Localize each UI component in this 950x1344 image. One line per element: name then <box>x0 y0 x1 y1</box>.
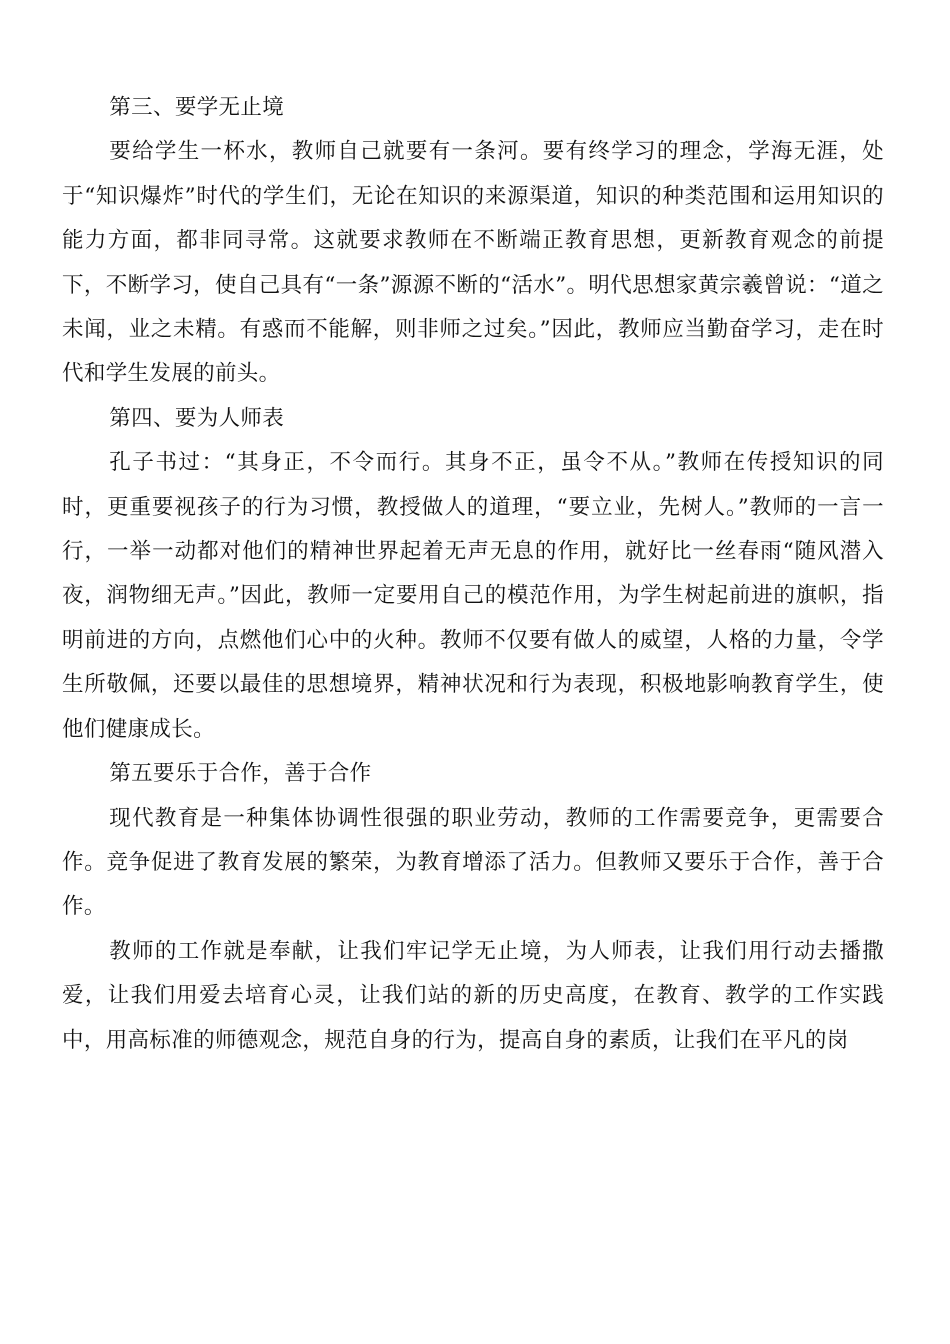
paragraph-cooperation: 现代教育是一种集体协调性很强的职业劳动，教师的工作需要竞争，更需要合作。竞争促进了教育发展的繁荣，为教育增添了活力。但教师又要乐于合作，善于合作。 <box>62 805 884 920</box>
paragraph-role-model: 孔子书过：“其身正，不令而行。其身不正，虽令不从。”教师在传授知识的同时，更重要视孩子的行为习惯，教授做人的道理，“要立业，先树人。”教师的一言一行，一举一动都对他们的精神世界起着无声无息的作用，就好比一丝春雨“随风潜入夜，润物细无声。”因此，教师一定要用自己的模范作用，为学生树起前进的旗帜，指明前进的方向，点燃他们心中的火种。教师不仅要有做人的威望，人格的力量，令学生所敬佩，还要以最佳的思想境界，精神状况和行为表现，积极地影响教育学生，使他们健康成长。 <box>62 450 884 742</box>
section-heading-cooperation: 第五要乐于合作，善于合作 <box>109 761 372 787</box>
paragraph-learning: 要给学生一杯水，教师自己就要有一条河。要有终学习的理念，学海无涯，处于“知识爆炸”时代的学生们，无论在知识的来源渠道，知识的种类范围和运用知识的能力方面，都非同寻常。这就要求教师在不断端正教育思想，更新教育观念的前提下，不断学习，使自己具有“一条”源源不断的“活水”。明代思想家黄宗羲曾说：“道之未闻，业之未精。有惑而不能解，则非师之过矣。”因此，教师应当勤奋学习，走在时代和学生发展的前头。 <box>62 139 884 387</box>
document-page <box>62 86 884 1063</box>
section-heading-learning: 第三、要学无止境 <box>109 95 285 120</box>
paragraph-conclusion: 教师的工作就是奉献，让我们牢记学无止境，为人师表，让我们用行动去播撒爱，让我们用爱去培育心灵，让我们站的新的历史高度，在教育、教学的工作实践中，用高标准的师德观念，规范自身的行为，提高自身的素质，让我们在平凡的岗 <box>62 938 884 1053</box>
section-heading-role-model: 第四、要为人师表 <box>109 405 285 431</box>
